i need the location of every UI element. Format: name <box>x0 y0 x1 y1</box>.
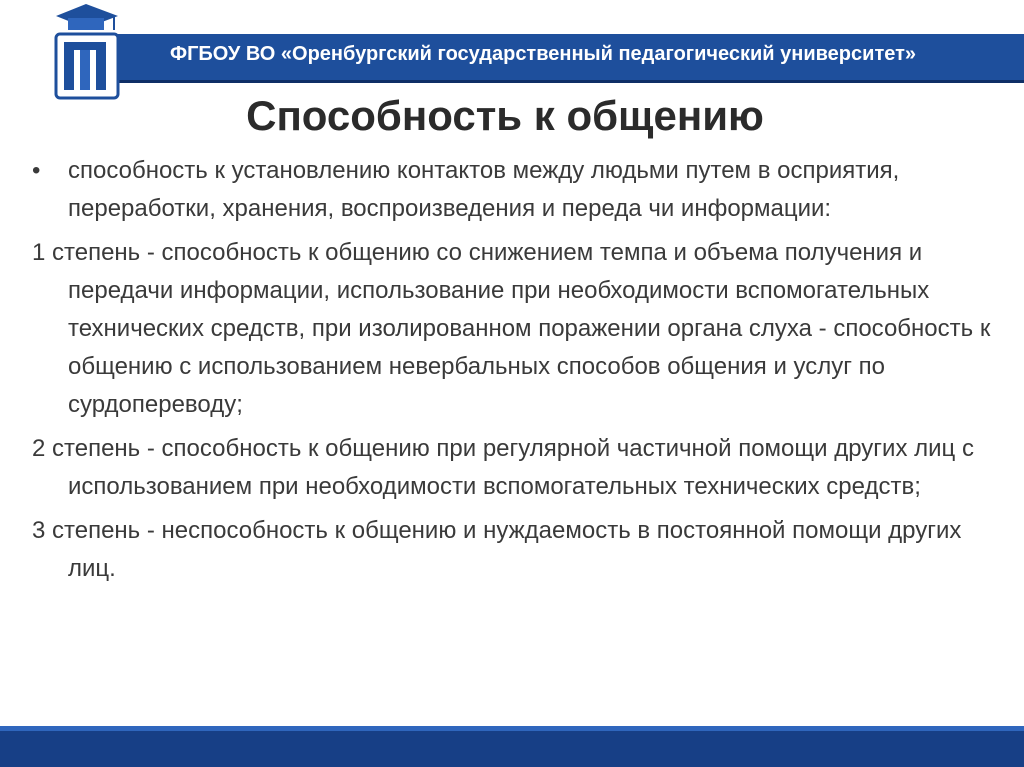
footer-band <box>0 731 1024 767</box>
university-logo-icon <box>48 0 126 100</box>
slide-content <box>32 152 992 594</box>
degree-3-text: 3 степень - неспособность к общению и нуждаемость в постоянной помощи других лиц. <box>32 517 962 582</box>
organization-name: ФГБОУ ВО «Оренбургский государственный педагогический университет» <box>170 43 917 65</box>
degree-2-text: 2 степень - способность к общению при регулярной частичной помощи других лиц с использованием при необходимости вспомогательных технических средств; <box>32 435 974 500</box>
degree-1-text: 1 степень - способность к общению со снижением темпа и объема получения и передачи информации, использование при необходимости вспомогательных технических средств, при изолированном поражении органа слуха - способность к общению с использованием невербальных способов общения и услуг по сурдопереводу; <box>32 239 991 418</box>
definition-bullet <box>32 152 992 228</box>
definition-text: способность к установлению контактов между людьми путем в осприятия, переработки, хранения, воспроизведения и переда чи информации: <box>68 157 900 222</box>
slide-title: Способность к общению <box>246 92 764 139</box>
bullet-icon: • <box>32 157 41 184</box>
header-stripe <box>110 80 1024 83</box>
